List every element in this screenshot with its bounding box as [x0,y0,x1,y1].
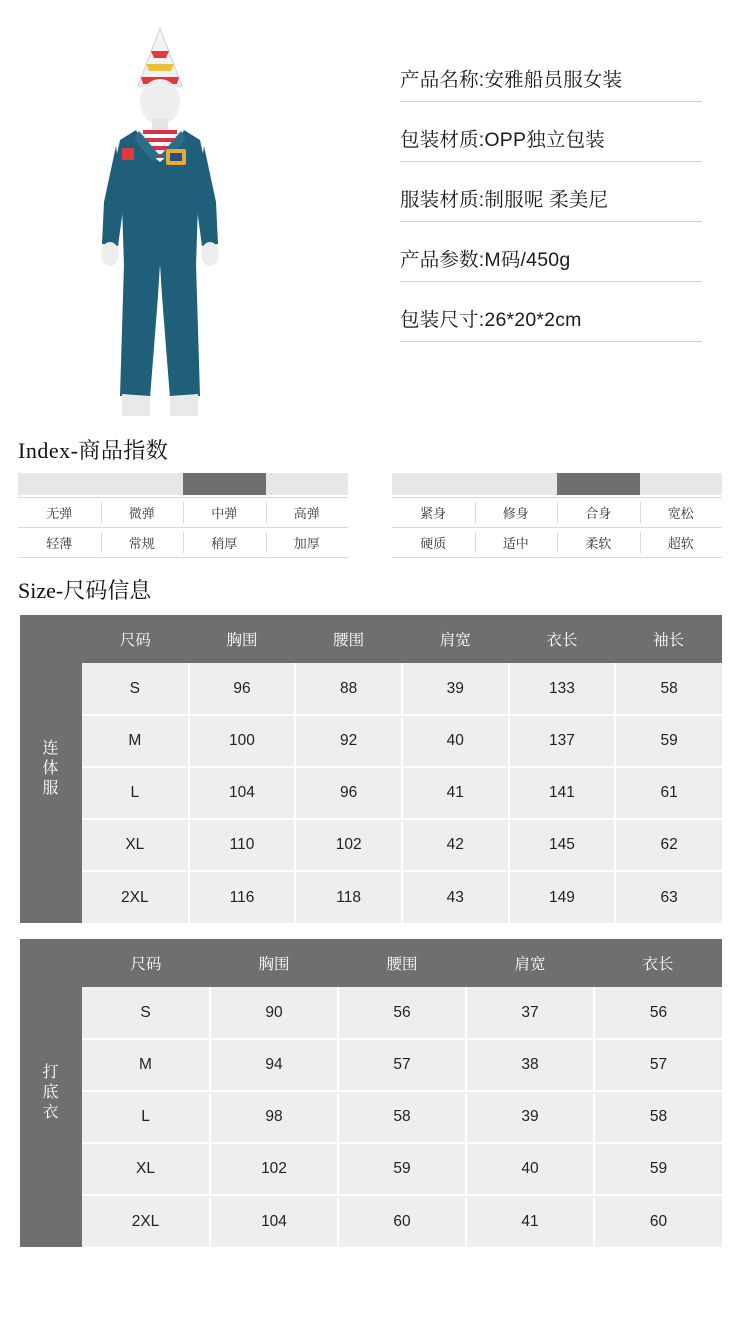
cell: 96 [295,767,402,819]
cell: 57 [338,1039,466,1091]
cell: 133 [509,663,616,715]
bar-cell [18,473,101,495]
cell: 2XL [82,1195,210,1247]
index-group-fit [392,473,722,558]
index-row-elasticity [18,497,348,528]
table-row [82,1195,722,1247]
bar-cell [640,473,723,495]
cell: S [82,663,189,715]
cell: 39 [466,1091,594,1143]
col-header: 衣长 [594,939,722,987]
product-spec-list [390,6,750,430]
cell: 90 [210,987,338,1039]
cell: 104 [210,1195,338,1247]
index-label: 超软 [640,528,723,557]
spec-fabric-material: 服装材质:制服呢 柔美尼 [400,184,702,222]
size-table-jumpsuit [82,615,722,923]
index-row-thickness [18,528,348,558]
cell: 38 [466,1039,594,1091]
cell: 59 [338,1143,466,1195]
cell: 39 [402,663,509,715]
index-label: 常规 [101,528,184,557]
cell: 57 [594,1039,722,1091]
product-photo [0,6,390,430]
col-header: 尺码 [82,615,189,663]
bar-cell [475,473,558,495]
cell: 41 [466,1195,594,1247]
cell: 42 [402,819,509,871]
table-header-row [82,939,722,987]
col-header: 胸围 [189,615,296,663]
cell: 43 [402,871,509,923]
cell: 145 [509,819,616,871]
table-row [82,663,722,715]
cell: L [82,767,189,819]
cell: 56 [594,987,722,1039]
cell: XL [82,1143,210,1195]
index-label: 高弹 [266,498,349,527]
size-table-jumpsuit-label [20,615,82,923]
index-bar-fit [392,473,722,495]
cell: 98 [210,1091,338,1143]
cell: 61 [615,767,722,819]
size-table-baselayer-label [20,939,82,1247]
col-header: 衣长 [509,615,616,663]
cell: 92 [295,715,402,767]
cell: 58 [338,1091,466,1143]
cell: 100 [189,715,296,767]
cell: XL [82,819,189,871]
table-row [82,871,722,923]
size-section-title: Size-尺码信息 [18,578,152,603]
cell: 94 [210,1039,338,1091]
bar-cell-active [557,473,640,495]
index-label: 合身 [557,498,640,527]
table-row [82,1039,722,1091]
size-table-baselayer-label-text: 打底衣 [42,1064,60,1121]
index-row-softness [392,528,722,558]
index-label: 微弹 [101,498,184,527]
index-label: 稍厚 [183,528,266,557]
size-table-baselayer-wrap [20,939,722,1247]
cell: 58 [594,1091,722,1143]
index-row-fit [392,497,722,528]
spec-product-name: 产品名称:安雅船员服女装 [400,64,702,102]
cell: 37 [466,987,594,1039]
bar-cell-active [183,473,266,495]
cell: M [82,715,189,767]
col-header: 胸围 [210,939,338,987]
cell: S [82,987,210,1039]
cell: 58 [615,663,722,715]
table-row [82,987,722,1039]
index-label: 适中 [475,528,558,557]
spec-package-size: 包装尺寸:26*20*2cm [400,304,702,342]
mannequin-illustration [0,6,390,436]
cell: 62 [615,819,722,871]
index-label: 加厚 [266,528,349,557]
index-label: 柔软 [557,528,640,557]
cell: 102 [210,1143,338,1195]
table-row [82,767,722,819]
index-group-elasticity [18,473,348,558]
size-table-baselayer [82,939,722,1247]
cell: 40 [402,715,509,767]
col-header: 腰围 [338,939,466,987]
cell: 2XL [82,871,189,923]
index-label: 轻薄 [46,536,73,551]
bar-cell [101,473,184,495]
spec-package-material: 包装材质:OPP独立包装 [400,124,702,162]
index-label: 宽松 [640,498,723,527]
cell: 104 [189,767,296,819]
cell: 110 [189,819,296,871]
bar-cell [266,473,349,495]
index-bar-elasticity [18,473,348,495]
cell: 59 [615,715,722,767]
col-header: 腰围 [295,615,402,663]
index-section-title: Index-商品指数 [18,438,169,463]
index-label: 中弹 [183,498,266,527]
cell: 149 [509,871,616,923]
product-overview-section [0,0,750,430]
table-header-row [82,615,722,663]
cell: 118 [295,871,402,923]
cell: 96 [189,663,296,715]
table-row [82,819,722,871]
cell: 102 [295,819,402,871]
cell: 59 [594,1143,722,1195]
spec-parameters: 产品参数:M码/450g [400,244,702,282]
cell: 60 [594,1195,722,1247]
index-label: 硬质 [420,536,447,551]
cell: 40 [466,1143,594,1195]
cell: 88 [295,663,402,715]
cell: L [82,1091,210,1143]
index-section [0,473,750,558]
size-table-jumpsuit-label-text: 连体服 [42,740,60,797]
cell: M [82,1039,210,1091]
index-label: 紧身 [420,506,447,521]
table-row [82,715,722,767]
col-header: 袖长 [615,615,722,663]
size-table-jumpsuit-wrap [20,615,722,923]
col-header: 尺码 [82,939,210,987]
table-row [82,1143,722,1195]
cell: 63 [615,871,722,923]
index-label: 无弹 [46,506,73,521]
cell: 116 [189,871,296,923]
col-header: 肩宽 [402,615,509,663]
table-row [82,1091,722,1143]
index-label: 修身 [475,498,558,527]
bar-cell [392,473,475,495]
col-header: 肩宽 [466,939,594,987]
cell: 56 [338,987,466,1039]
cell: 41 [402,767,509,819]
cell: 137 [509,715,616,767]
cell: 141 [509,767,616,819]
cell: 60 [338,1195,466,1247]
